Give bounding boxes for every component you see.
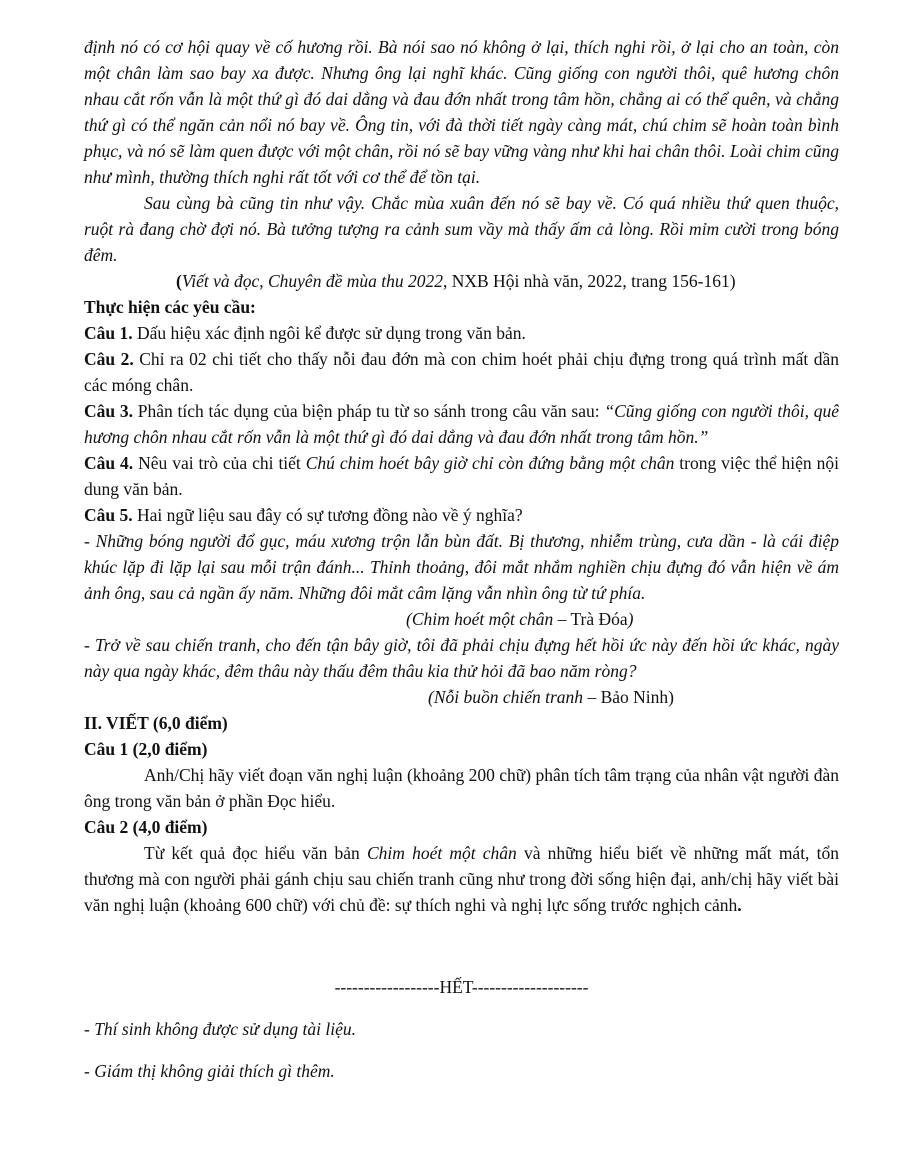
question-2-text: Chỉ ra 02 chi tiết cho thấy nỗi đau đớn mà con chim hoét phải chịu đựng trong quá trình mất dần các móng chân. [84, 349, 840, 395]
excerpt-2: - Trở về sau chiến tranh, cho đến tận bây giờ, tôi đã phải chịu đựng hết hồi ức này đến hồi ức khác, ngày này qua ngày khác, đêm thâu này thấu đêm thâu kia thử hỏi đã bao năm ròng? [84, 635, 839, 681]
question-4-text-a: Nêu vai trò của chi tiết [133, 453, 306, 473]
passage-paragraph-2: Sau cùng bà cũng tin như vậy. Chắc mùa xuân đến nó sẽ bay về. Có quá nhiều thứ quen thuộc, ruột rà đang chờ đợi nó. Bà tưởng tượng ra cảnh sum vầy mà thấy ấm cả lòng. Rồi mỉm cười trong bóng đêm. [84, 193, 839, 265]
question-4-text-b: trong việc thể hiện nội dung văn bản. [84, 453, 839, 499]
question-1-label: Câu 1. [84, 323, 133, 343]
writing-heading: II. VIẾT (6,0 điểm) [84, 713, 228, 733]
excerpt-1-source-title: (Chim hoét một chân [406, 609, 554, 629]
source-rest: , NXB Hội nhà văn, 2022, trang 156-161) [442, 271, 736, 291]
excerpt-2-source-author: – Bảo Ninh) [583, 687, 674, 707]
question-2 [84, 346, 839, 398]
excerpt-1-source [84, 606, 839, 632]
passage-paragraph-1: định nó có cơ hội quay về cố hương rồi. Bà nói sao nó không ở lại, thích nghi rồi, ở lại cho an toàn, còn một chân làm sao bay xa được. Nhưng ông lại nghĩ khác. Cũng giống con người thôi, quê hương chôn nhau cắt rốn vẫn là một thứ gì đó dai dẳng và đau đớn nhất trong tâm hồn, chẳng ai có thể quên, và chẳng thứ gì có thể ngăn cản nổi nó bay về. Ông tin, với đà thời tiết ngày càng mát, chú chim sẽ hoàn toàn bình phục, và nó sẽ làm quen được với một chân, rồi nó sẽ bay vững vàng như khi hai chân thôi. Loài chim cũng như mình, thường thích nghi rất tốt với cơ thể để tồn tại. [84, 37, 839, 187]
question-3-text: Phân tích tác dụng của biện pháp tu từ so sánh trong câu văn sau: [133, 401, 605, 421]
question-3-label: Câu 3. [84, 401, 133, 421]
question-2-label: Câu 2. [84, 349, 134, 369]
source-open-paren: ( [176, 271, 182, 291]
question-3 [84, 398, 839, 450]
footer-note-2: - Giám thị không giải thích gì thêm. [84, 1061, 335, 1081]
writing-question-2-text-a: Từ kết quả đọc hiểu văn bản [144, 843, 367, 863]
question-5-label: Câu 5. [84, 505, 133, 525]
question-5-text: Hai ngữ liệu sau đây có sự tương đồng nào về ý nghĩa? [132, 505, 523, 525]
source-title: Viết và đọc, Chuyên đề mùa thu 2022 [181, 271, 443, 291]
writing-question-2-text-b: và những hiểu biết về những mất mát, tổn thương mà con người phải gánh chịu sau chiến tranh cũng như trong đời sống hiện đại, anh/chị hãy viết bài văn nghị luận (khoảng 600 chữ) với chủ đề: sự thích nghi và nghị lực sống trước nghịch cảnh [84, 843, 839, 915]
question-3-quote: “Cũng giống con người thôi, quê hương chôn nhau cắt rốn vẫn là một thứ gì đó dai dẳng và đau đớn nhất trong tâm hồn.” [84, 401, 839, 447]
question-1-text: Dấu hiệu xác định ngôi kể được sử dụng trong văn bản. [132, 323, 526, 343]
excerpt-1: - Những bóng người đổ gục, máu xương trộn lẫn bùn đất. Bị thương, nhiễm trùng, cưa dần - là cái điệp khúc lặp đi lặp lại sau mỗi trận đánh... Thỉnh thoảng, đôi mắt nhắm nghiền chịu đựng đó vẫn hiện về ám ảnh ông, sau cả ngần ấy năm. Những đôi mắt câm lặng vẫn nhìn ông từ tứ phía. [84, 531, 839, 603]
excerpt-1-source-author: – Trà Đóa [553, 609, 628, 629]
question-4-detail: Chú chim hoét bây giờ chỉ còn đứng bằng một chân [305, 453, 675, 473]
excerpt-2-source [84, 684, 839, 710]
tasks-heading: Thực hiện các yêu cầu: [84, 297, 256, 317]
question-4 [84, 450, 839, 502]
excerpt-2-source-title: (Nỗi buồn chiến tranh [428, 687, 584, 707]
writing-question-2-title: Chim hoét một chân [366, 843, 517, 863]
exam-page [84, 34, 839, 1084]
passage-source [84, 268, 839, 294]
question-4-label: Câu 4. [84, 453, 134, 473]
question-5 [84, 502, 839, 528]
writing-question-2-heading: Câu 2 (4,0 điểm) [84, 817, 208, 837]
writing-question-1-heading: Câu 1 (2,0 điểm) [84, 739, 208, 759]
writing-question-2-end: . [737, 895, 742, 915]
writing-question-2-text [84, 840, 839, 918]
end-mark: ------------------HẾT-------------------- [334, 977, 589, 997]
footer-note-1: - Thí sinh không được sử dụng tài liệu. [84, 1019, 356, 1039]
writing-question-1-text: Anh/Chị hãy viết đoạn văn nghị luận (khoảng 200 chữ) phân tích tâm trạng của nhân vật người đàn ông trong văn bản ở phần Đọc hiểu. [84, 765, 840, 811]
excerpt-1-source-close: ) [627, 609, 634, 629]
question-1 [84, 320, 839, 346]
